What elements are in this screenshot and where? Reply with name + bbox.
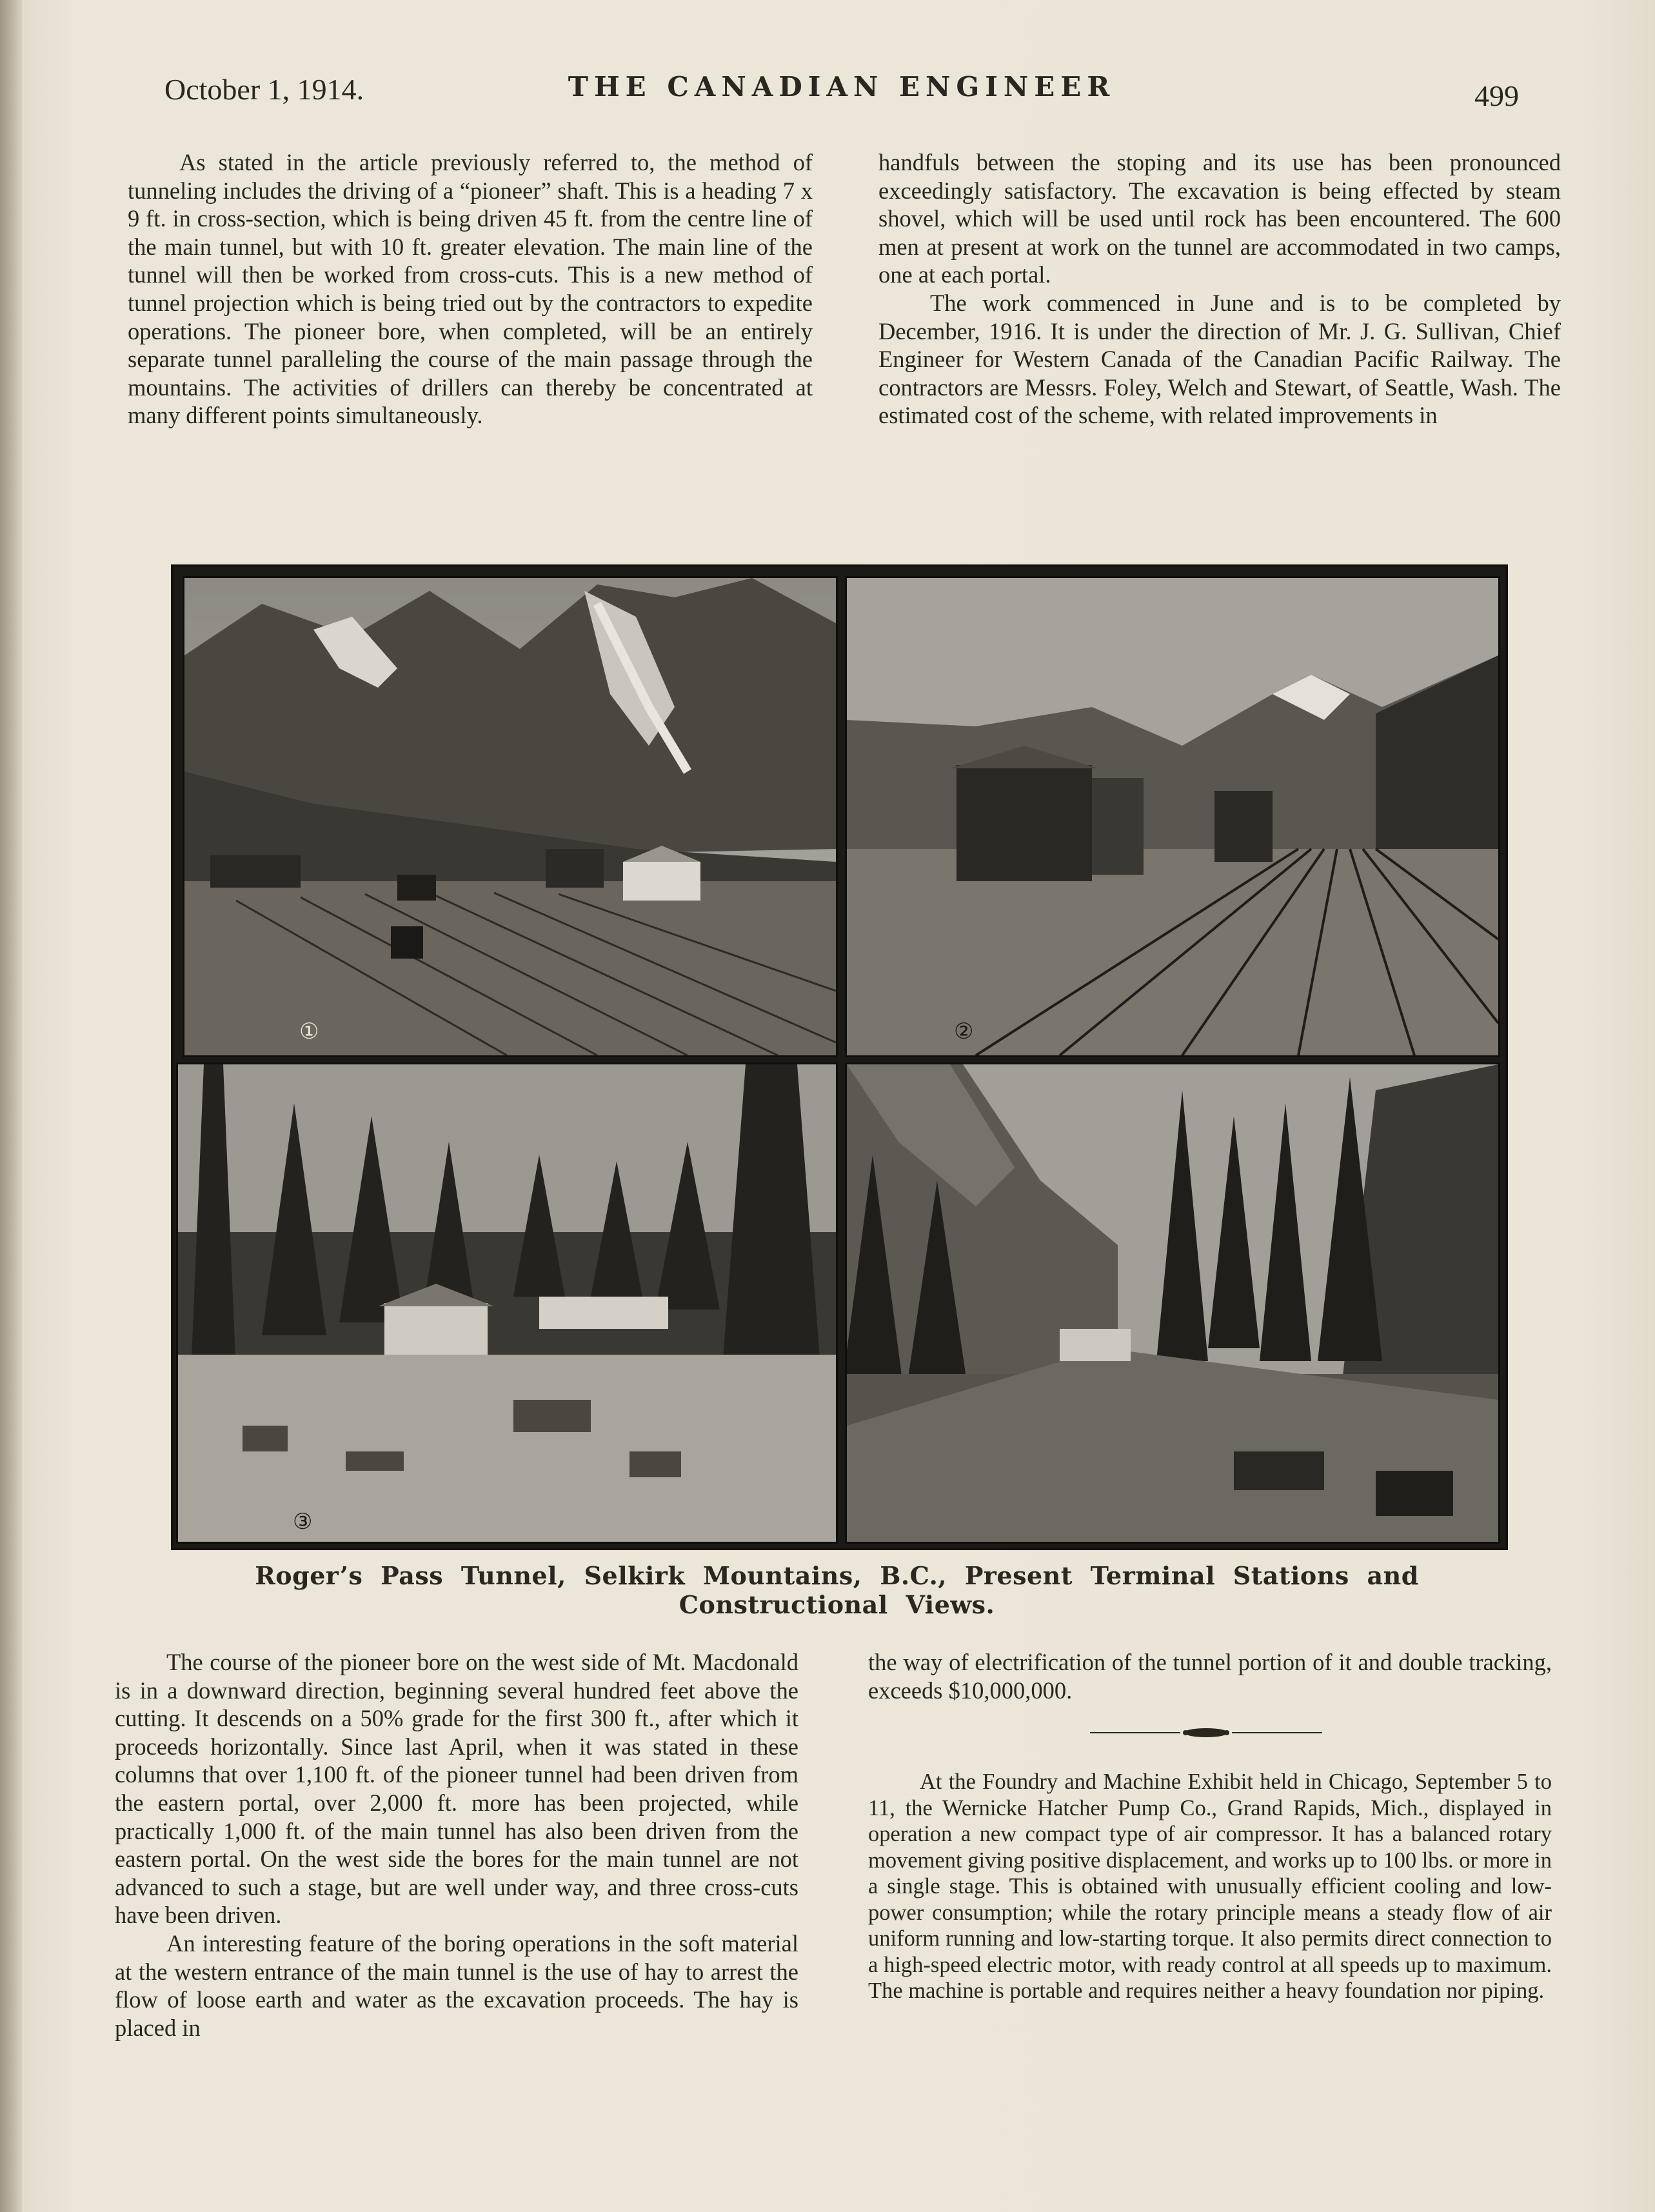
photo-valley-excavation bbox=[845, 1062, 1500, 1544]
paragraph: the way of electrification of the tunnel portion of it and double tracking, exceeds $10,000,000. bbox=[868, 1649, 1552, 1704]
photo-label-3: ③ bbox=[293, 1510, 313, 1534]
paragraph: handfuls between the stoping and its use has been pronounced exceedingly satisfactory. The excavation is being effected by steam shovel, which will be used until rock has been encountered. The 600 men at present at work on the tunnel are accommodated in two camps, one at each portal. bbox=[878, 149, 1561, 288]
figure-caption: Roger’s Pass Tunnel, Selkirk Mountains, B.C., Present Terminal Stations and Constructional Views. bbox=[255, 1561, 1419, 1619]
photo-plate bbox=[171, 564, 1508, 1550]
ornamental-divider bbox=[1090, 1726, 1322, 1739]
paragraph: The work commenced in June and is to be completed by December, 1916. It is under the direction of Mr. J. G. Sullivan, Chief Engineer for Western Canada of the Canadian Pacific Railway. The contractors are Messrs. Foley, Welch and Stewart, of Seattle, Wash. The estimated cost of the scheme, with related improvements in bbox=[878, 289, 1561, 429]
bottom-right-column bbox=[868, 1648, 1552, 2004]
paragraph: As stated in the article previously referred to, the method of tunneling includes the driving of a “pioneer” shaft. This is a heading 7 x 9 ft. in cross-section, which is being driven 45 ft. from the centre line of the main tunnel, but with 10 ft. greater elevation. The main line of the tunnel will then be worked from cross-cuts. This is a new method of tunnel projection which is being tried out by the contractors to expedite operations. The pioneer bore, when completed, will be an entirely separate tunnel paralleling the course of the main passage through the mountains. The activities of drillers can thereby be concentrated at many different points simultaneously. bbox=[128, 149, 813, 429]
header-date: October 1, 1914. bbox=[164, 73, 364, 106]
running-header bbox=[161, 65, 1522, 116]
paragraph: The course of the pioneer bore on the west side of Mt. Macdonald is in a downward direction, beginning several hundred feet above the cutting. It descends on a 50% grade for the first 300 ft., after which it proceeds horizontally. Since last April, when it was stated in these columns that over 1,100 ft. of the pioneer tunnel had been driven from the eastern portal, over 2,000 ft. more has been projected, while practically 1,000 ft. of the main tunnel has also been driven from the eastern portal. On the west side the bores for the main tunnel are not advanced to such a stage, but are well under way, and three cross-cuts have been driven. bbox=[115, 1649, 798, 1929]
photo-construction-camp bbox=[176, 1062, 838, 1544]
photo-label-1: ① bbox=[299, 1020, 319, 1044]
bottom-left-column bbox=[115, 1648, 798, 2042]
page-binding-shadow bbox=[0, 0, 22, 2212]
top-right-column bbox=[878, 148, 1561, 430]
exhibit-notice: At the Foundry and Machine Exhibit held in Chicago, September 5 to 11, the Wernicke Hatcher Pump Co., Grand Rapids, Mich., displayed in operation a new compact type of air compressor. It has a balanced rotary movement giving positive displacement, and works up to 100 lbs. or more in a single stage. This is obtained with unusually efficient cooling and low-power consumption; while the rotary principle means a steady flow of air uniform running and low-starting torque. It also permits direct connection to a high-speed electric motor, with ready control at all speeds up to maximum. The machine is portable and requires neither a heavy foundation nor piping. bbox=[868, 1769, 1552, 2004]
photo-label-2: ② bbox=[954, 1020, 974, 1044]
journal-title: THE CANADIAN ENGINEER bbox=[568, 71, 1116, 103]
photo-mountain-rail-yard bbox=[183, 576, 838, 1057]
top-left-column bbox=[128, 148, 813, 430]
page-number: 499 bbox=[1474, 79, 1519, 112]
photo-station-buildings bbox=[845, 576, 1500, 1057]
paragraph: An interesting feature of the boring operations in the soft material at the western entrance of the main tunnel is the use of hay to arrest the flow of loose earth and water as the excavation proceeds. The hay is placed in bbox=[115, 1929, 798, 2041]
